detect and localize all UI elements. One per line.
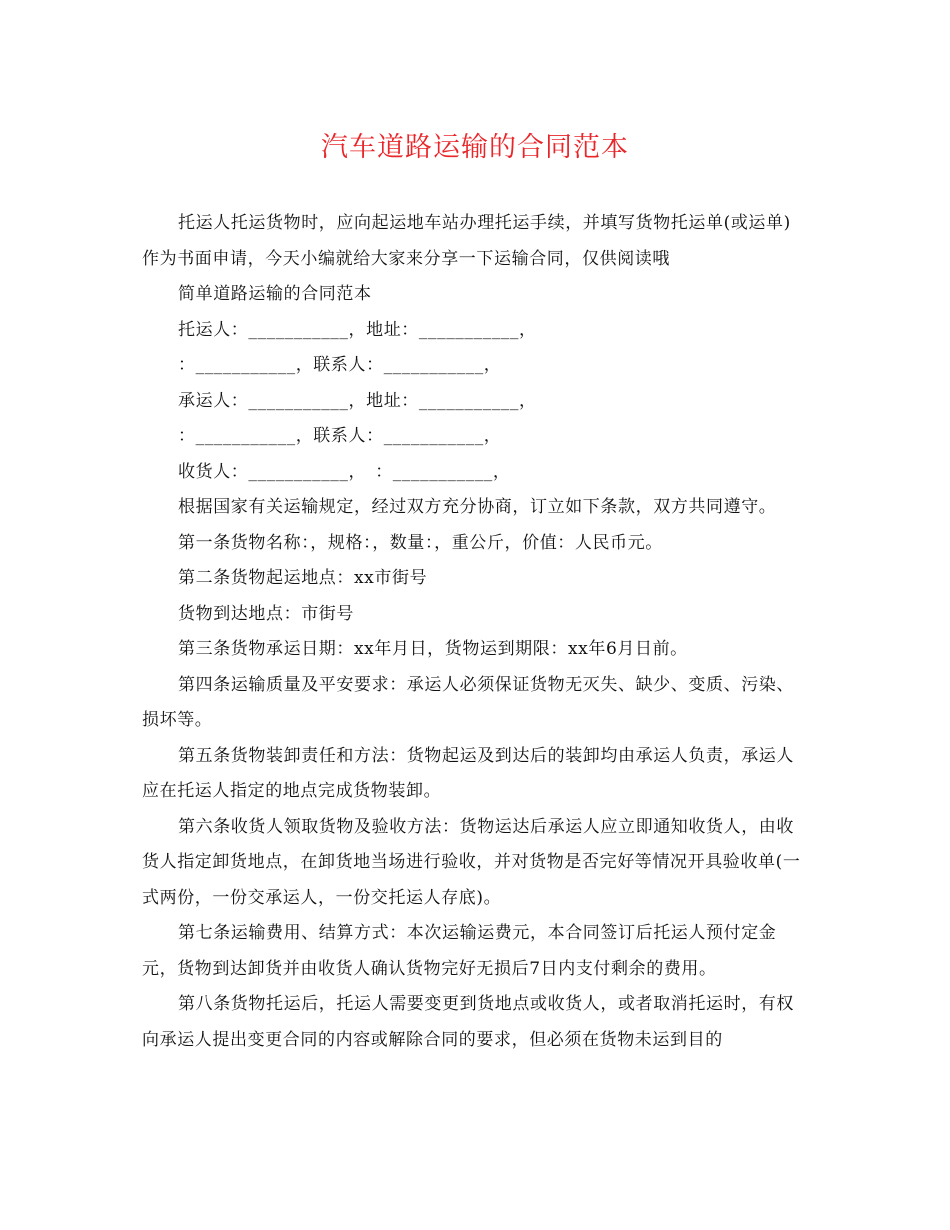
shipper-line: 托运人：___________，地址：___________， bbox=[178, 319, 537, 340]
document-title: 汽车道路运输的合同范本 bbox=[321, 132, 629, 163]
carrier-contact-line: ：___________，联系人：___________， bbox=[178, 426, 502, 446]
intro-paragraph: 托运人托运货物时，应向起运地车站办理托运手续，并填写货物托运单(或运单)作为书面申请，今天小编就给大家来分享一下运输合同，仅供阅读哦 bbox=[142, 213, 791, 269]
carrier-line: 承运人：___________，地址：___________， bbox=[178, 390, 537, 411]
article-3: 第三条货物承运日期：xx年月日，货物运到期限：xx年6月日前。 bbox=[178, 639, 688, 659]
shipper-contact-line: ：___________，联系人：___________， bbox=[178, 355, 502, 375]
subtitle-paragraph: 简单道路运输的合同范本 bbox=[178, 284, 372, 304]
article-2-destination: 货物到达地点：市街号 bbox=[178, 603, 354, 624]
article-5: 第五条货物装卸责任和方法：货物起运及到达后的装卸均由承运人负责，承运人应在托运人指定的地点完成货物装卸。 bbox=[142, 745, 794, 801]
document-body bbox=[142, 206, 802, 1058]
article-4: 第四条运输质量及平安要求：承运人必须保证货物无灭失、缺少、变质、污染、损坏等。 bbox=[142, 674, 794, 730]
preamble-paragraph: 根据国家有关运输规定，经过双方充分协商，订立如下条款，双方共同遵守。 bbox=[178, 497, 777, 517]
article-2: 第二条货物起运地点：xx市街号 bbox=[178, 568, 428, 588]
article-6: 第六条收货人领取货物及验收方法：货物运达后承运人应立即通知收货人，由收货人指定卸货地点，在卸货地当场进行验收，并对货物是否完好等情况开具验收单(一式两份，一份交承运人，一份交托运人存底)。 bbox=[142, 816, 801, 908]
article-8: 第八条货物托运后，托运人需要变更到货地点或收货人，或者取消托运时，有权向承运人提出变更合同的内容或解除合同的要求，但必须在货物未运到目的 bbox=[142, 994, 794, 1050]
article-1: 第一条货物名称：，规格：，数量：，重公斤，价值：人民币元。 bbox=[178, 532, 663, 553]
consignee-line: 收货人：___________， ：___________， bbox=[178, 461, 511, 482]
article-7: 第七条运输费用、结算方式：本次运输运费元，本合同签订后托运人预付定金元，货物到达卸货并由收货人确认货物完好无损后7日内支付剩余的费用。 bbox=[142, 923, 777, 979]
